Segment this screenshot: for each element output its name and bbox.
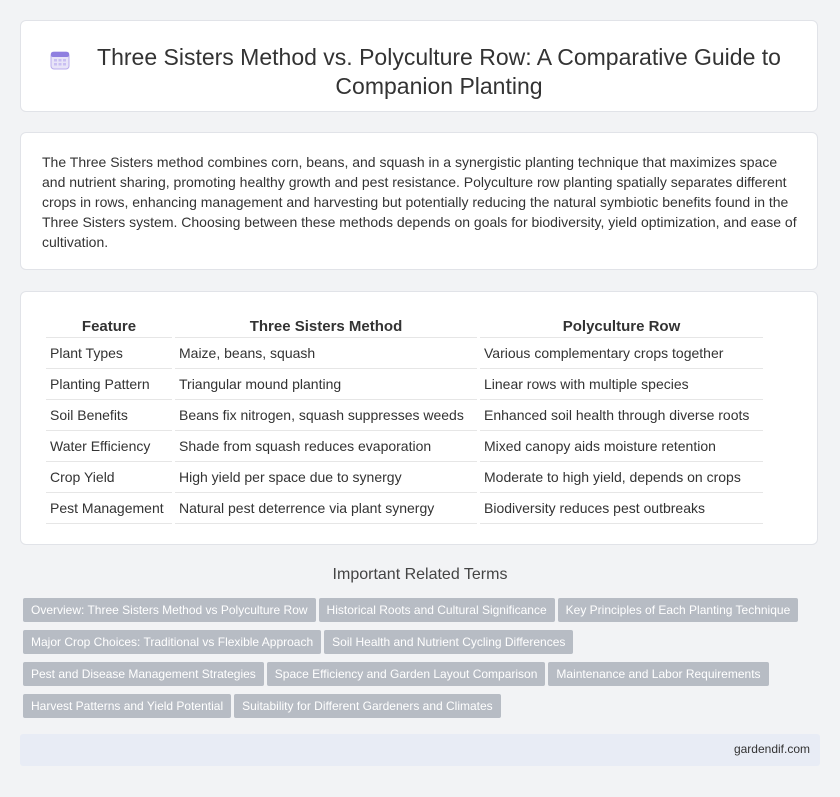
related-term-tag[interactable]: Historical Roots and Cultural Significance xyxy=(319,598,555,622)
table-cell: Biodiversity reduces pest outbreaks xyxy=(480,493,763,524)
table-row xyxy=(46,493,763,524)
column-header: Polyculture Row xyxy=(480,312,763,338)
table-cell: Beans fix nitrogen, squash suppresses weeds xyxy=(175,400,477,431)
page-title: Three Sisters Method vs. Polyculture Row: A Comparative Guide to Companion Planting xyxy=(97,44,781,99)
site-name[interactable]: gardendif.com xyxy=(733,742,810,756)
footer xyxy=(20,734,820,766)
related-term-tag[interactable]: Major Crop Choices: Traditional vs Flexible Approach xyxy=(23,630,321,654)
table-cell: Moderate to high yield, depends on crops xyxy=(480,462,763,493)
table-cell: Triangular mound planting xyxy=(175,369,477,400)
header-card xyxy=(20,20,818,112)
intro-paragraph: The Three Sisters method combines corn, beans, and squash in a synergistic planting technique that maximizes space and nutrient sharing, promoting healthy growth and pest resistance. Polyculture row planting spatially separates different crops in rows, enhancing management and harvesting but potentially reducing the natural symbiotic benefits found in the Three Sisters system. Choosing between these methods depends on goals for biodiversity, yield optimization, and ease of cultivation. xyxy=(42,154,797,250)
table-row xyxy=(46,400,763,431)
table-row xyxy=(46,369,763,400)
column-header: Three Sisters Method xyxy=(175,312,477,338)
table-row xyxy=(46,338,763,369)
table-row xyxy=(46,462,763,493)
related-term-tag[interactable]: Suitability for Different Gardeners and Climates xyxy=(234,694,501,718)
table-cell: Plant Types xyxy=(46,338,172,369)
related-term-tag[interactable]: Key Principles of Each Planting Technique xyxy=(558,598,799,622)
table-cell: Enhanced soil health through diverse roots xyxy=(480,400,763,431)
related-term-tag[interactable]: Overview: Three Sisters Method vs Polyculture Row xyxy=(23,598,316,622)
related-term-tag[interactable]: Space Efficiency and Garden Layout Comparison xyxy=(267,662,546,686)
related-term-tag[interactable]: Pest and Disease Management Strategies xyxy=(23,662,264,686)
table-cell: Crop Yield xyxy=(46,462,172,493)
table-cell: Shade from squash reduces evaporation xyxy=(175,431,477,462)
table-cell: Soil Benefits xyxy=(46,400,172,431)
intro-card xyxy=(20,132,818,270)
table-cell: Mixed canopy aids moisture retention xyxy=(480,431,763,462)
related-term-tag[interactable]: Maintenance and Labor Requirements xyxy=(548,662,768,686)
column-header: Feature xyxy=(46,312,172,338)
table-header-row xyxy=(46,312,763,338)
table-cell: Planting Pattern xyxy=(46,369,172,400)
comparison-card xyxy=(20,291,818,545)
related-term-tag[interactable]: Soil Health and Nutrient Cycling Differences xyxy=(324,630,573,654)
table-cell: Linear rows with multiple species xyxy=(480,369,763,400)
table-row xyxy=(46,431,763,462)
table-cell: High yield per space due to synergy xyxy=(175,462,477,493)
table-cell: Natural pest deterrence via plant synergy xyxy=(175,493,477,524)
comparison-table xyxy=(43,312,766,524)
table-cell: Water Efficiency xyxy=(46,431,172,462)
table-cell: Various complementary crops together xyxy=(480,338,763,369)
related-terms-list xyxy=(23,598,813,726)
table-cell: Pest Management xyxy=(46,493,172,524)
related-term-tag[interactable]: Harvest Patterns and Yield Potential xyxy=(23,694,231,718)
table-cell: Maize, beans, squash xyxy=(175,338,477,369)
related-terms-title: Important Related Terms xyxy=(332,566,508,583)
